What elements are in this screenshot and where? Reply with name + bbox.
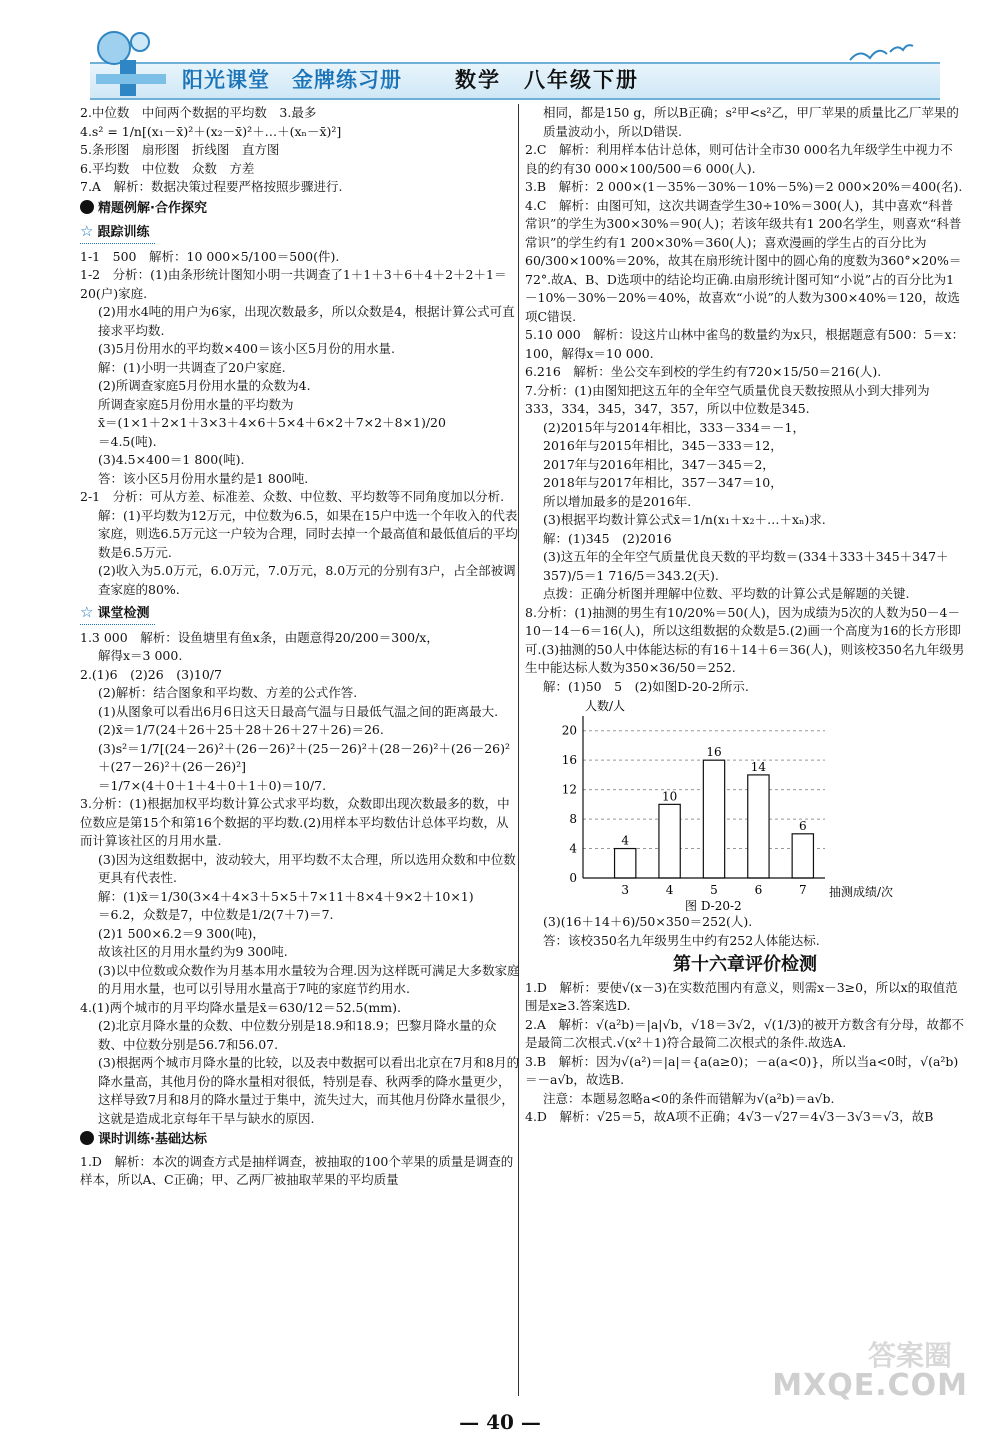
y-tick-label: 0 xyxy=(569,871,577,885)
answer-line: 7.分析：(1)由图知把这五年的全年空气质量优良天数按照从小到大排列为333，334，345，347，357，所以中位数是345. xyxy=(525,382,930,416)
answer-line: (3)这五年的全年空气质量优良天数的平均数＝(334＋333＋345＋347＋357)/5＝1 716/5＝343.2(天). xyxy=(543,549,949,583)
y-axis-label: 人数/人 xyxy=(585,699,626,713)
answer-line: 2.(1)6 (2)26 (3)10/7 xyxy=(80,666,222,682)
answer-line: (2)1 500×6.2＝9 300(吨)， xyxy=(98,925,265,941)
answer-line: 所调查家庭5月份用水量的平均数为 xyxy=(98,396,294,412)
answer-line: 3.分析：(1)根据加权平均数计算公式求平均数，众数即出现次数最多的数，中位数应是第15个和第16个数据的平均数.(2)用样本平均数估计总体平均数，从而计算该社区的月用水量. xyxy=(80,796,510,848)
answer-line: (2)北京月降水量的众数、中位数分别是18.9和18.9；巴黎月降水量的众数、中位数分别是56.7和56.07. xyxy=(98,1018,497,1052)
section-heading: 课时训练·基础达标 xyxy=(80,1131,520,1150)
bar xyxy=(659,804,680,878)
answer-line: (3)s²＝1/7[(24－26)²＋(26－26)²＋(25－26)²＋(28－26)²＋(26－26)²＋(27－26)²＋(26－26)²] xyxy=(98,740,511,774)
answer-line: 故该社区的月用水量约为9 300吨. xyxy=(98,944,288,959)
x-tick-label: 3 xyxy=(621,883,630,897)
answer-line: 2017年与2016年相比，347－345＝2， xyxy=(543,456,775,472)
x-axis-label: 抽测成绩/次 xyxy=(829,885,894,899)
chart-caption: 图 D-20-2 xyxy=(685,899,742,913)
watermark: MXQE.COM xyxy=(772,1368,968,1403)
answer-line: 4.C 解析：由图可知，这次共调查学生30÷10%＝300(人)，其中喜欢“科普常识”的学生为300×30%＝90(人)；若该年级共有1 200名学生，则喜欢“科普常识”的学生约有1 200×30%＝360(人)；喜欢漫画的学生占的百分比为60/300×100%＝20%，故其在扇形统计图中的圆心角的度数为360°×20%＝72°.故A、B、D选项中的结论均正确.由扇形统计图可知“小说”占的百分比为1－10%－30%－20%＝40%，故喜欢“小说”的人数为300×40%＝120，故选项C错误. xyxy=(525,197,962,324)
subsection-heading: ☆ 课堂检测 xyxy=(80,603,520,625)
watermark-logo: 答案圈 xyxy=(867,1339,952,1372)
answer-line: (2)x̄＝1/7(24＋26＋25＋28＋26＋27＋26)＝26. xyxy=(98,722,384,737)
answer-line: 2.中位数 中间两个数据的平均数 3.最多 xyxy=(80,105,317,120)
answer-line: 4.(1)两个城市的月平均降水量是x̄＝630/12＝52.5(mm). xyxy=(80,999,401,1015)
answer-line: 7.A 解析：数据决策过程要严格按照步骤进行. xyxy=(80,179,343,194)
answer-line: (2)收入为5.0万元，6.0万元，7.0万元，8.0万元的分别有3户，占全部被调查家庭的80%. xyxy=(98,563,516,597)
section-bullet-icon xyxy=(80,1131,94,1145)
answer-line: 4.s² = 1/n[(x₁－x̄)²＋(x₂－x̄)²＋…＋(xₙ－x̄)²] xyxy=(80,123,342,139)
answer-line: 解得x＝3 000. xyxy=(98,648,183,663)
y-tick-label: 8 xyxy=(569,812,577,827)
bar xyxy=(703,760,724,878)
x-tick-label: 7 xyxy=(798,883,807,897)
answer-line: 2.A 解析：√(a²b)＝|a|√b，√18＝3√2，√(1/3)的被开方数含有分母，故都不是最简二次根式.√(x²＋1)符合最简二次根式的条件.故选A. xyxy=(525,1016,965,1050)
answer-line: (1)从图象可以看出6月6日这天日最高气温与日最低气温之间的距离最大. xyxy=(98,703,499,719)
answer-line: 答：该校350名九年级男生中约有252人体能达标. xyxy=(543,932,820,948)
x-tick-label: 5 xyxy=(710,883,718,897)
answer-line: (2)2015年与2014年相比，333－334＝－1， xyxy=(543,419,805,435)
answer-line: ＝1/7×(4＋0＋1＋4＋0＋1＋0)＝10/7. xyxy=(98,777,327,793)
y-tick-label: 20 xyxy=(561,723,577,738)
bar xyxy=(792,834,813,878)
x-tick-label: 6 xyxy=(754,883,763,897)
answer-line: 6.216 解析：坐公交车到校的学生约有720×15/50＝216(人). xyxy=(525,364,882,379)
y-tick-label: 4 xyxy=(569,841,577,856)
answer-line: 1-2 分析：(1)由条形统计图知小明一共调查了1＋1＋3＋6＋4＋2＋2＋1＝20(户)家庭. xyxy=(80,267,507,301)
answer-line: 解：(1)小明一共调查了20户家庭. xyxy=(98,359,286,375)
right-column xyxy=(525,104,965,1127)
answer-line: ＝6.2，众数是7，中位数是1/2(7＋7)＝7. xyxy=(98,907,334,922)
left-column xyxy=(80,104,520,1190)
birds-icon xyxy=(845,40,915,70)
subject-title: 数学 八年级下册 xyxy=(455,68,639,92)
answer-line: 相同，都是150 g，所以B正确；s²甲<s²乙，甲厂苹果的质量比乙厂苹果的质量波动小，所以D错误. xyxy=(543,105,959,139)
answer-line: 1.3 000 解析：设鱼塘里有鱼x条，由题意得20/200＝300/x， xyxy=(80,629,439,645)
answer-line: 1-1 500 解析：10 000×5/100＝500(件). xyxy=(80,248,340,264)
bar-value-label: 14 xyxy=(750,759,767,774)
answer-line: 5.10 000 解析：设这片山林中雀鸟的数量约为x只，根据题意有500：5＝x：100，解得x＝10 000. xyxy=(525,327,965,361)
answer-line: (2)所调查家庭5月份用水量的众数为4. xyxy=(98,378,311,393)
answer-line: 3.B 解析：因为√(a²)＝|a|＝{a(a≥0)；－a(a<0)}，所以当a<0时，√(a²b)＝－a√b，故选B. xyxy=(525,1053,959,1087)
answer-line: (3)根据平均数计算公式x̄＝1/n(x₁＋x₂＋…＋xₙ)求. xyxy=(543,512,826,527)
page-number: — 40 — xyxy=(459,1410,541,1434)
y-tick-label: 16 xyxy=(561,753,577,768)
answer-line: 4.D 解析：√25＝5，故A项不正确；4√3－√27＝4√3－3√3＝√3，故B xyxy=(525,1109,934,1124)
answer-line: (3)以中位数或众数作为月基本用水量较为合理.因为这样既可满足大多数家庭的月用水量，也可以引导用水量高于7吨的家庭节约用水. xyxy=(98,962,520,996)
star-icon: ☆ xyxy=(80,603,94,621)
bar-chart xyxy=(525,698,905,913)
section-heading: 精题例解·合作探究 xyxy=(80,200,520,219)
answer-line: 答：该小区5月份用水量约是1 800吨. xyxy=(98,470,309,486)
answer-line: 2-1 分析：可从方差、标准差、众数、中位数、平均数等不同角度加以分析. xyxy=(80,489,505,504)
answer-line: 1.D 解析：要使√(x－3)在实数范围内有意义，则需x－3≥0，所以x的取值范围是x≥3.答案选D. xyxy=(525,979,958,1013)
series-title: 阳光课堂 金牌练习册 xyxy=(182,68,402,92)
answer-line: 8.分析：(1)抽测的男生有10/20%＝50(人)，因为成绩为5次的人数为50－4－10－14－6＝16(人)，所以这组数据的众数是5.(2)画一个高度为16的长方形即可.(3)抽测的50人中体能达标的有16＋14＋6＝36(人)，则该校350名九年级男生中能达标人数为350×36/50＝252. xyxy=(525,604,965,675)
chapter-title: 第十六章评价检测 xyxy=(673,954,817,975)
bar xyxy=(615,849,636,878)
answer-line: (2)解析：结合图象和平均数、方差的公式作答. xyxy=(98,685,358,700)
answer-line: 2018年与2017年相比，357－347＝10， xyxy=(543,475,783,490)
bar-value-label: 6 xyxy=(798,818,807,833)
answer-line: 点拨：正确分析图并理解中位数、平均数的计算公式是解题的关键. xyxy=(543,586,910,601)
answer-line: (3)(16＋14＋6)/50×350＝252(人). xyxy=(543,914,753,929)
answer-line: 1.D 解析：本次的调查方式是抽样调查，被抽取的100个苹果的质量是调查的样本，所以A、C正确；甲、乙两厂被抽取苹果的平均质量 xyxy=(80,1153,514,1187)
answer-line: 解：(1)345 (2)2016 xyxy=(543,530,672,546)
answer-line: 注意：本题易忽略a<0的条件而错解为√(a²b)＝a√b. xyxy=(543,1090,835,1106)
bar-value-label: 16 xyxy=(706,745,722,760)
answer-line: 2.C 解析：利用样本估计总体，则可估计全市30 000名九年级学生中视力不良的约有30 000×100/500＝6 000(人). xyxy=(525,142,953,176)
answer-line: ＝4.5(吨). xyxy=(98,433,157,449)
bar-value-label: 4 xyxy=(621,833,630,848)
answer-line: 所以增加最多的是2016年. xyxy=(543,493,692,509)
answer-line: 3.B 解析：2 000×(1－35%－30%－10%－5%)＝2 000×20%＝400(名). xyxy=(525,179,963,194)
x-tick-label: 4 xyxy=(665,883,674,897)
bar xyxy=(748,775,769,878)
answer-line: 6.平均数 中位数 众数 方差 xyxy=(80,160,255,176)
star-icon: ☆ xyxy=(80,222,94,240)
answer-line: (3)5月份用水的平均数×400＝该小区5月份的用水量. xyxy=(98,341,395,356)
page-header xyxy=(0,0,1000,100)
answer-line: 5.条形图 扇形图 折线图 直方图 xyxy=(80,142,280,157)
answer-line: (3)根据两个城市月降水量的比较，以及表中数据可以看出北京在7月和8月的降水量高，其他月份的降水量相对很低，特别是春、秋两季的降水量更少，这样导致7月和8月的降水量过于集中，流失过大，而其他月份降水量很少，这就是造成北京每年干旱与缺水的原因. xyxy=(98,1055,520,1126)
bar-value-label: 10 xyxy=(661,789,678,804)
answer-line: 解：(1)x̄＝1/30(3×4＋4×3＋5×5＋7×11＋8×4＋9×2＋10×1) xyxy=(98,888,474,904)
answer-line: 2016年与2015年相比，345－333＝12， xyxy=(543,438,783,453)
answer-line: 解：(1)平均数为12万元，中位数为6.5，如果在15户中选一个年收入的代表家庭，则选6.5万元这一户较为合理，同时去掉一个最高值和最低值后的平均数是6.5万元. xyxy=(98,507,518,560)
answer-line: (2)用水4吨的用户为6家，出现次数最多，所以众数是4，根据计算公式可直接求平均数. xyxy=(98,304,515,338)
section-bullet-icon xyxy=(80,200,94,214)
logo-icon xyxy=(84,20,174,98)
y-tick-label: 12 xyxy=(561,782,577,797)
answer-line: (3)因为这组数据中，波动较大，用平均数不太合理，所以选用众数和中位数更具有代表性. xyxy=(98,851,516,885)
answer-line: 解：(1)50 5 (2)如图D-20-2所示. xyxy=(543,678,749,694)
subsection-heading: ☆ 跟踪训练 xyxy=(80,222,520,244)
answer-line: x̄＝(1×1＋2×1＋3×3＋4×6＋5×4＋6×2＋7×2＋8×1)/20 xyxy=(98,415,446,430)
answer-line: (3)4.5×400＝1 800(吨). xyxy=(98,452,245,467)
